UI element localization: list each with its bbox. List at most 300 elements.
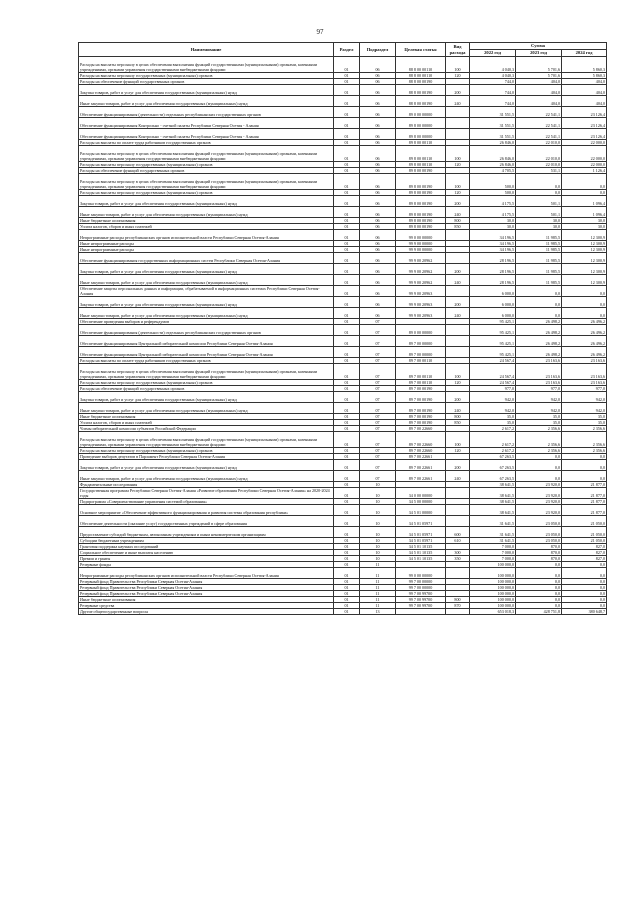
header-sum: Сумма (470, 43, 607, 50)
row-name: Члены избирательной комиссии субъектов Российской Федерации (79, 426, 334, 432)
row-razdel: 01 (334, 140, 360, 146)
row-sum-2023: 0,0 (516, 568, 562, 579)
row-sum-2024: 0,0 (562, 454, 607, 460)
row-sum-2023: 22 010,0 (516, 162, 562, 168)
row-target: 34 5 01 10135 (396, 550, 446, 556)
row-razdel: 01 (334, 224, 360, 230)
row-name: Обеспечение проведения выборов и референдумов (79, 319, 334, 325)
row-sum-2022: 95 425,1 (470, 336, 516, 347)
row-sum-2024: 30,0 (562, 224, 607, 230)
row-sum-2024: 23 163,6 (562, 358, 607, 364)
row-target: 99 7 00 00000 (396, 579, 446, 585)
row-vid: 850 (446, 224, 470, 230)
row-vid (446, 568, 470, 579)
row-target: 89 7 00 22660 (396, 432, 446, 448)
row-sum-2023: 11 985,5 (516, 241, 562, 247)
table-row (79, 609, 607, 615)
row-sum-2022: 67 263,5 (470, 460, 516, 471)
table-row (79, 253, 607, 264)
row-name: Расходы на выплаты персоналу государственных (муниципальных) органов (79, 190, 334, 196)
table-row (79, 264, 607, 275)
row-sum-2022: 31 641,5 (470, 538, 516, 544)
row-sum-2022: 744,0 (470, 85, 516, 96)
row-sum-2024: 12 300,9 (562, 253, 607, 264)
row-sum-2024: 23 126,4 (562, 107, 607, 118)
row-target: 99 9 00 00000 (396, 241, 446, 247)
row-sum-2022: 95 425,1 (470, 319, 516, 325)
header-podrazdel: Подраздел (360, 43, 396, 57)
row-sum-2024: 0,0 (562, 562, 607, 568)
row-razdel: 01 (334, 380, 360, 386)
row-target: 34 5 01 05971 (396, 527, 446, 538)
row-sum-2024: 12 300,9 (562, 275, 607, 286)
row-name: Закупка товаров, работ и услуг для обеспечения государственных (муниципальных) нужд (79, 196, 334, 207)
row-sum-2023: 942,0 (516, 403, 562, 414)
row-sum-2022: 942,0 (470, 403, 516, 414)
row-sum-2022: 100 000,0 (470, 579, 516, 585)
row-podrazdel: 11 (360, 591, 396, 597)
table-row (79, 516, 607, 527)
row-podrazdel: 11 (360, 568, 396, 579)
row-podrazdel: 11 (360, 585, 396, 591)
row-target: 89 8 00 00190 (396, 224, 446, 230)
row-podrazdel: 11 (360, 579, 396, 585)
row-razdel: 01 (334, 392, 360, 403)
row-podrazdel: 10 (360, 527, 396, 538)
row-sum-2024: 404,0 (562, 96, 607, 107)
row-name: Закупка товаров, работ и услуг для обеспечения государственных (муниципальных) нужд (79, 85, 334, 96)
row-sum-2022: 28 196,5 (470, 264, 516, 275)
row-sum-2023: 404,0 (516, 96, 562, 107)
row-vid: 240 (446, 96, 470, 107)
row-vid: 120 (446, 162, 470, 168)
row-sum-2023: 23 920,0 (516, 499, 562, 505)
row-vid (446, 118, 470, 129)
row-sum-2022: 38 641,5 (470, 499, 516, 505)
row-sum-2023: 22 541,1 (516, 107, 562, 118)
row-podrazdel: 06 (360, 73, 396, 79)
row-sum-2023: 0,0 (516, 454, 562, 460)
row-podrazdel: 07 (360, 380, 396, 386)
row-target: 88 8 00 00190 (396, 85, 446, 96)
row-sum-2022: 26 846,0 (470, 162, 516, 168)
row-podrazdel: 10 (360, 538, 396, 544)
row-razdel: 01 (334, 420, 360, 426)
row-podrazdel: 10 (360, 556, 396, 562)
row-razdel: 01 (334, 253, 360, 264)
row-razdel: 01 (334, 241, 360, 247)
row-sum-2023: 0,0 (516, 190, 562, 196)
row-razdel: 01 (334, 174, 360, 190)
row-razdel: 01 (334, 73, 360, 79)
row-sum-2023: 5 701,6 (516, 73, 562, 79)
row-razdel: 01 (334, 85, 360, 96)
row-podrazdel: 07 (360, 364, 396, 380)
row-name: Иные закупки товаров, работ и услуг для обеспечения государственных (муниципальных) нужд (79, 96, 334, 107)
row-sum-2023: 2 356,6 (516, 426, 562, 432)
row-podrazdel: 10 (360, 516, 396, 527)
row-name: Иные закупки товаров, работ и услуг для обеспечения государственных (муниципальных) нужд (79, 471, 334, 482)
row-target: 99 9 00 20962 (396, 264, 446, 275)
row-podrazdel: 06 (360, 174, 396, 190)
row-sum-2022: 4 040,3 (470, 73, 516, 79)
row-sum-2024: 0,0 (562, 286, 607, 297)
row-target: 99 9 00 20963 (396, 286, 446, 297)
row-sum-2024: 26 496,2 (562, 336, 607, 347)
row-sum-2023: 0,0 (516, 297, 562, 308)
row-sum-2024: 827,0 (562, 550, 607, 556)
row-target: 89 8 00 00190 (396, 190, 446, 196)
row-sum-2023: 0,0 (516, 585, 562, 591)
table-row (79, 286, 607, 297)
row-vid: 300 (446, 550, 470, 556)
row-vid: 200 (446, 85, 470, 96)
row-sum-2023: 0,0 (516, 471, 562, 482)
row-sum-2024: 35,0 (562, 420, 607, 426)
row-vid: 100 (446, 57, 470, 73)
row-sum-2024: 0,0 (562, 471, 607, 482)
row-name: Расходы на выплаты по оплате труда работников государственных органов (79, 140, 334, 146)
row-vid: 240 (446, 207, 470, 218)
row-sum-2022: 942,0 (470, 392, 516, 403)
row-podrazdel: 06 (360, 224, 396, 230)
row-name: Обеспечение функционирования (деятельности) отдельных республиканских государственных органов (79, 107, 334, 118)
row-target: 89 0 00 00000 (396, 107, 446, 118)
row-name: Уплата налогов, сборов и иных платежей (79, 420, 334, 426)
row-sum-2022: 24 567,4 (470, 358, 516, 364)
row-sum-2023: 22 541,1 (516, 118, 562, 129)
table-row (79, 129, 607, 140)
row-sum-2024: 35,0 (562, 414, 607, 420)
row-name: Иные закупки товаров, работ и услуг для обеспечения государственных (муниципальных) нужд (79, 308, 334, 319)
table-row (79, 325, 607, 336)
row-vid: 120 (446, 190, 470, 196)
row-name: Непрограммные расходы республиканских органов исполнительной власти Республики Северная Осетия-Алания (79, 568, 334, 579)
row-sum-2022: 31 641,5 (470, 516, 516, 527)
table-row (79, 392, 607, 403)
row-sum-2022: 28 196,5 (470, 275, 516, 286)
table-row (79, 308, 607, 319)
row-sum-2022: 30,0 (470, 218, 516, 224)
row-name: Резервный фонд Правительства Республики Северная Осетия-Алания (79, 585, 334, 591)
row-sum-2022: 30,0 (470, 224, 516, 230)
row-razdel: 01 (334, 319, 360, 325)
row-sum-2022: 24 567,4 (470, 364, 516, 380)
row-sum-2022: 31 551,5 (470, 129, 516, 140)
row-sum-2023: 23 163,6 (516, 358, 562, 364)
row-razdel: 01 (334, 603, 360, 609)
row-sum-2023: 23 920,0 (516, 482, 562, 488)
row-podrazdel: 06 (360, 162, 396, 168)
row-sum-2023: 0,0 (516, 562, 562, 568)
row-sum-2023: 870,0 (516, 544, 562, 550)
table-row (79, 85, 607, 96)
row-name: Расходы на выплаты персоналу в целях обеспечения выполнения функций государственными (муниципальными) органами, казенными учреждениями, органами управления государственными внебюджетными фондами (79, 174, 334, 190)
row-name: Подпрограмма «Совершенствование управления системой образования» (79, 499, 334, 505)
row-vid: 240 (446, 403, 470, 414)
row-sum-2024: 0,0 (562, 460, 607, 471)
table-row (79, 460, 607, 471)
row-sum-2024: 26 496,2 (562, 347, 607, 358)
row-sum-2022: 2 617,2 (470, 448, 516, 454)
row-sum-2023: 23 163,6 (516, 364, 562, 380)
row-name: Иные закупки товаров, работ и услуг для обеспечения государственных (муниципальных) нужд (79, 275, 334, 286)
row-sum-2023: 30,0 (516, 224, 562, 230)
row-sum-2023: 977,0 (516, 386, 562, 392)
row-podrazdel: 07 (360, 414, 396, 420)
row-sum-2023: 0,0 (516, 308, 562, 319)
row-razdel: 01 (334, 386, 360, 392)
row-sum-2022: 500,0 (470, 174, 516, 190)
row-razdel: 01 (334, 364, 360, 380)
row-target: 34 5 01 10135 (396, 556, 446, 562)
row-name: Обеспечение защиты персональных данных и информации, обрабатываемой в информационных системах Республики Северная Осетия-Алания (79, 286, 334, 297)
row-name: Государственная программа Республики Северная Осетия-Алания «Развитие образования Республики Северная Осетия-Алания» на 2020-2024 годы (79, 488, 334, 499)
row-sum-2024: 2 356,6 (562, 432, 607, 448)
row-podrazdel: 06 (360, 275, 396, 286)
row-razdel: 01 (334, 325, 360, 336)
row-target: 99 0 00 00000 (396, 230, 446, 241)
row-name: Предоставление субсидий бюджетным, автономным учреждениям и иным некоммерческим организациям (79, 527, 334, 538)
row-podrazdel: 07 (360, 454, 396, 460)
row-podrazdel: 06 (360, 253, 396, 264)
row-podrazdel: 07 (360, 358, 396, 364)
row-sum-2022: 7 000,0 (470, 556, 516, 562)
row-target: 89 8 00 00000 (396, 118, 446, 129)
row-vid (446, 488, 470, 499)
row-name: Грантовая поддержка научных исследований (79, 544, 334, 550)
row-name: Расходы на выплаты персоналу государственных (муниципальных) органов (79, 162, 334, 168)
row-sum-2023: 23 050,0 (516, 527, 562, 538)
row-razdel: 01 (334, 454, 360, 460)
table-row (79, 297, 607, 308)
row-vid: 200 (446, 196, 470, 207)
row-sum-2022: 7 000,0 (470, 544, 516, 550)
row-sum-2023: 404,0 (516, 85, 562, 96)
row-name: Иные закупки товаров, работ и услуг для обеспечения государственных (муниципальных) нужд (79, 207, 334, 218)
row-sum-2022: 38 641,5 (470, 505, 516, 516)
header-vid: Вид расхода (446, 43, 470, 57)
row-sum-2022: 34 196,5 (470, 230, 516, 241)
row-podrazdel: 06 (360, 107, 396, 118)
table-body (79, 57, 607, 615)
row-sum-2023: 11 985,5 (516, 264, 562, 275)
row-razdel: 01 (334, 358, 360, 364)
row-sum-2024: 404,0 (562, 85, 607, 96)
row-target: 89 7 00 00190 (396, 403, 446, 414)
header-name: Наименование (79, 43, 334, 57)
row-name: Закупка товаров, работ и услуг для обеспечения государственных (муниципальных) нужд (79, 297, 334, 308)
row-sum-2024: 0,0 (562, 174, 607, 190)
row-target: 89 7 00 00190 (396, 392, 446, 403)
row-sum-2024: 21 050,0 (562, 538, 607, 544)
row-sum-2023: 11 985,5 (516, 230, 562, 241)
row-sum-2024: 0,0 (562, 308, 607, 319)
row-podrazdel: 06 (360, 297, 396, 308)
row-sum-2022: 34 196,5 (470, 247, 516, 253)
row-sum-2022: 100 000,0 (470, 591, 516, 597)
row-sum-2024: 30,0 (562, 218, 607, 224)
row-target: 99 7 00 00000 (396, 585, 446, 591)
row-sum-2024: 2 356,6 (562, 426, 607, 432)
row-razdel: 01 (334, 403, 360, 414)
row-target (396, 609, 446, 615)
row-razdel: 01 (334, 168, 360, 174)
row-razdel: 01 (334, 482, 360, 488)
row-vid: 240 (446, 275, 470, 286)
row-razdel: 01 (334, 308, 360, 319)
row-target: 89 7 00 00000 (396, 336, 446, 347)
row-target: 34 0 00 00000 (396, 488, 446, 499)
row-vid (446, 336, 470, 347)
row-sum-2022: 31 551,5 (470, 107, 516, 118)
row-sum-2022: 38 641,5 (470, 482, 516, 488)
row-name: Расходы на обеспечение функций государственных органов (79, 79, 334, 85)
row-razdel: 01 (334, 207, 360, 218)
row-sum-2022: 7 000,0 (470, 550, 516, 556)
row-sum-2023: 501,1 (516, 207, 562, 218)
row-sum-2024: 1 096,4 (562, 196, 607, 207)
row-sum-2023: 23 163,6 (516, 380, 562, 386)
row-podrazdel: 06 (360, 241, 396, 247)
row-sum-2022: 6 000,0 (470, 286, 516, 297)
row-sum-2022: 4 175,5 (470, 196, 516, 207)
row-sum-2024: 22 000,0 (562, 162, 607, 168)
row-sum-2024: 12 300,9 (562, 264, 607, 275)
row-target: 99 9 00 20963 (396, 297, 446, 308)
row-sum-2023: 26 498,2 (516, 336, 562, 347)
row-podrazdel: 10 (360, 550, 396, 556)
row-sum-2024: 827,0 (562, 556, 607, 562)
row-razdel: 01 (334, 544, 360, 550)
row-sum-2022: 34 196,5 (470, 241, 516, 247)
row-podrazdel: 11 (360, 562, 396, 568)
row-target: 34 5 01 10135 (396, 544, 446, 550)
row-vid (446, 286, 470, 297)
row-sum-2024: 0,0 (562, 597, 607, 603)
row-podrazdel: 10 (360, 505, 396, 516)
row-razdel: 01 (334, 79, 360, 85)
row-sum-2023: 0,0 (516, 597, 562, 603)
row-sum-2022: 6 000,0 (470, 308, 516, 319)
row-target: 89 8 00 00190 (396, 207, 446, 218)
row-razdel: 01 (334, 591, 360, 597)
header-2023: 2023 год (516, 50, 562, 57)
row-name: Обеспечение функционирования Центральной избирательной комиссии Республики Северная Осетия-Алания (79, 336, 334, 347)
row-target: 99 9 00 20962 (396, 275, 446, 286)
table-row (79, 403, 607, 414)
row-razdel: 01 (334, 162, 360, 168)
row-name: Иные непрограммные расходы (79, 241, 334, 247)
row-podrazdel: 07 (360, 448, 396, 454)
row-sum-2024: 26 496,2 (562, 319, 607, 325)
row-sum-2024: 1 096,4 (562, 207, 607, 218)
row-sum-2024: 21 877,0 (562, 499, 607, 505)
row-sum-2024: 23 163,6 (562, 380, 607, 386)
row-target: 34 5 01 05971 (396, 516, 446, 527)
row-sum-2022: 31 641,5 (470, 527, 516, 538)
row-vid: 100 (446, 432, 470, 448)
row-podrazdel: 07 (360, 319, 396, 325)
row-name: Иные непрограммные расходы (79, 247, 334, 253)
row-sum-2024: 404,0 (562, 79, 607, 85)
row-name: Непрограммные расходы республиканских органов исполнительной власти Республики Северная Осетия-Алания (79, 230, 334, 241)
row-podrazdel: 10 (360, 499, 396, 505)
row-name: Резервные фонды (79, 562, 334, 568)
row-vid: 850 (446, 420, 470, 426)
row-name: Закупка товаров, работ и услуг для обеспечения государственных (муниципальных) нужд (79, 264, 334, 275)
row-sum-2023: 26 498,2 (516, 325, 562, 336)
row-sum-2022: 35,0 (470, 420, 516, 426)
row-podrazdel: 07 (360, 336, 396, 347)
row-sum-2022: 95 425,1 (470, 325, 516, 336)
row-sum-2023: 0,0 (516, 174, 562, 190)
row-sum-2024: 21 050,0 (562, 527, 607, 538)
row-target: 89 8 00 00190 (396, 196, 446, 207)
row-razdel: 01 (334, 460, 360, 471)
table-row (79, 57, 607, 73)
row-sum-2023: 0,0 (516, 591, 562, 597)
table-row (79, 196, 607, 207)
row-vid (446, 516, 470, 527)
row-podrazdel: 06 (360, 247, 396, 253)
row-razdel: 01 (334, 336, 360, 347)
row-razdel: 01 (334, 230, 360, 241)
row-target: 89 7 00 22661 (396, 460, 446, 471)
row-podrazdel: 06 (360, 96, 396, 107)
row-target: 89 8 00 00190 (396, 168, 446, 174)
row-sum-2022: 744,0 (470, 96, 516, 107)
row-podrazdel: 06 (360, 308, 396, 319)
table-row (79, 568, 607, 579)
row-razdel: 01 (334, 550, 360, 556)
row-vid: 100 (446, 174, 470, 190)
row-podrazdel: 06 (360, 230, 396, 241)
row-podrazdel: 06 (360, 146, 396, 162)
row-sum-2024: 23 126,4 (562, 129, 607, 140)
row-sum-2024: 21 877,0 (562, 488, 607, 499)
row-sum-2022: 38 641,5 (470, 488, 516, 499)
row-sum-2023: 5 701,6 (516, 57, 562, 73)
row-name: Расходы на выплаты персоналу в целях обеспечения выполнения функций государственными (муниципальными) органами, казенными учреждениями, органами управления государственными внебюджетными фондами (79, 432, 334, 448)
row-target: 89 7 00 00110 (396, 358, 446, 364)
row-sum-2024: 0,0 (562, 585, 607, 591)
row-vid: 120 (446, 448, 470, 454)
row-vid (446, 230, 470, 241)
row-sum-2022: 500,0 (470, 190, 516, 196)
table-row (79, 364, 607, 380)
row-sum-2022: 35,0 (470, 414, 516, 420)
row-podrazdel: 06 (360, 140, 396, 146)
row-razdel: 01 (334, 538, 360, 544)
row-sum-2023: 404,0 (516, 79, 562, 85)
row-razdel: 01 (334, 146, 360, 162)
row-podrazdel: 07 (360, 325, 396, 336)
row-name: Иные закупки товаров, работ и услуг для обеспечения государственных (муниципальных) нужд (79, 403, 334, 414)
row-sum-2022: 6 000,0 (470, 297, 516, 308)
row-vid: 100 (446, 364, 470, 380)
row-vid: 120 (446, 380, 470, 386)
row-target: 88 8 00 00190 (396, 79, 446, 85)
row-target: 89 7 00 22661 (396, 471, 446, 482)
table-row (79, 347, 607, 358)
row-target: 89 8 00 00190 (396, 218, 446, 224)
row-sum-2023: 11 985,5 (516, 247, 562, 253)
table-row (79, 207, 607, 218)
row-target: 89 8 00 00190 (396, 174, 446, 190)
row-name: Иные бюджетные ассигнования (79, 414, 334, 420)
table-row (79, 107, 607, 118)
